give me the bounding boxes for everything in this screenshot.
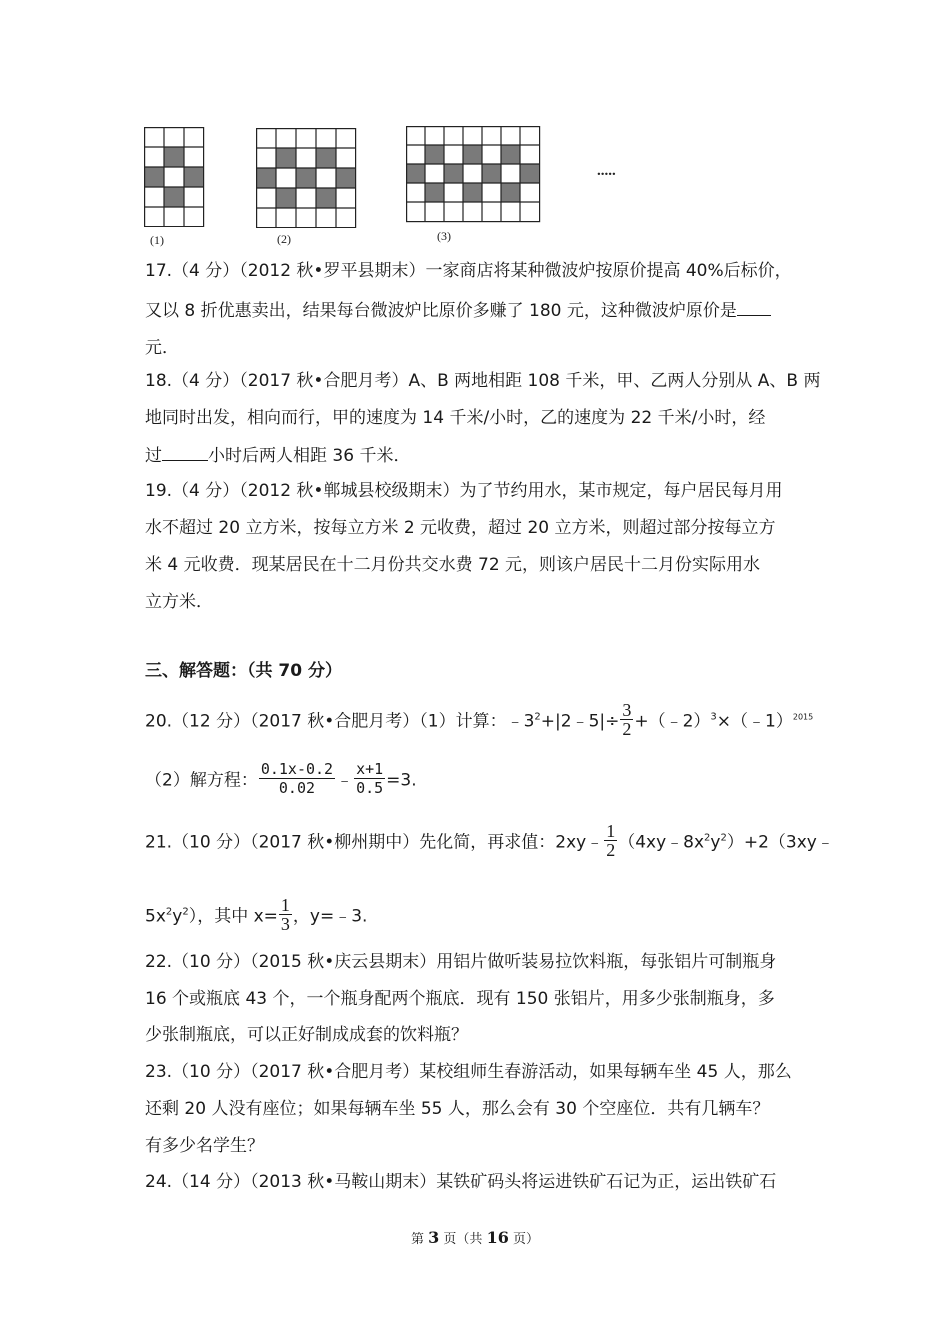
problem-23-line-2: 还剩 20 人没有座位；如果每辆车坐 55 人，那么会有 30 个空座位．共有几辆车？ <box>145 1099 770 1119</box>
condition-y: ，y=﹣3. <box>292 906 368 927</box>
problem-19-line-1: 19.（4 分）（2012 秋•郸城县校级期末）为了节约用水，某市规定，每户居民每月用 <box>145 481 783 501</box>
footer-mid: 页（共 <box>443 1232 483 1247</box>
problem-18-pre: 过 <box>145 446 162 466</box>
fraction-3-over-2: $\frac{3}{2}$ <box>622 700 632 739</box>
condition-x: ），其中 x= <box>188 906 278 927</box>
footer-post: 页） <box>512 1232 539 1247</box>
exponent: 2 <box>165 906 173 918</box>
exponent: 2 <box>534 711 541 723</box>
problem-21-rest: ）+2（3xy﹣ <box>726 832 834 853</box>
footer-pre: 第 <box>410 1232 424 1247</box>
grid-pattern-3 <box>406 126 543 224</box>
exponent: 2 <box>720 832 727 844</box>
total-pages: 16 <box>486 1228 509 1247</box>
figure-label-1: (1) <box>150 233 164 247</box>
figure-label-3: (3) <box>437 229 451 243</box>
problem-17-text: 又以 8 折优惠卖出，结果每台微波炉比原价多赚了 180 元，这种微波炉原价是 <box>145 301 737 321</box>
problem-17-line-3: 元． <box>145 338 179 358</box>
page-number: 3 <box>428 1228 440 1247</box>
problem-18-line-1: 18.（4 分）（2017 秋•合肥月考）A、B 两地相距 108 千米，甲、乙两人分别从 A、B 两 <box>145 371 821 391</box>
exponent: 2015 <box>792 712 814 722</box>
problem-22-line-1: 22.（10 分）（2015 秋•庆云县期末）用铝片做听装易拉饮料瓶，每张铝片可制瓶身 <box>145 952 777 972</box>
fraction-1-over-2: $\frac{1}{2}$ <box>606 821 616 860</box>
expr-5x: 5x <box>145 906 166 927</box>
problem-20-line-2 <box>145 762 417 799</box>
variable-y: y <box>710 832 721 853</box>
problem-20-mid: +|2﹣5|÷ <box>540 711 620 732</box>
equation-fraction-1: $\frac{0.1x-0.2}{0.02}$ <box>260 760 334 797</box>
problem-18-line-3 <box>145 442 410 468</box>
variable-y: y <box>172 906 183 927</box>
problem-20-times: ×（﹣1） <box>716 711 793 732</box>
problem-20-part2-label: （2）解方程： <box>145 770 258 791</box>
problem-17-line-1: 17.（4 分）（2012 秋•罗平县期末）一家商店将某种微波炉按原价提高 40%后标价， <box>145 261 792 281</box>
figure-label-2: (2) <box>277 232 291 246</box>
grid-pattern-1 <box>144 127 206 227</box>
problem-19-line-4: 立方米． <box>145 592 213 612</box>
grid-pattern-2 <box>256 128 358 228</box>
section-title: 三、解答题：（共 70 分） <box>145 661 342 681</box>
problem-24-line-1: 24.（14 分）（2013 秋•马鞍山期末）某铁矿码头将运进铁矿石记为正，运出铁矿石 <box>145 1172 777 1192</box>
exponent: 2 <box>182 906 189 918</box>
problem-21-line-2 <box>145 895 368 935</box>
page-footer <box>0 1228 950 1247</box>
exponent: 2 <box>704 832 711 844</box>
problem-22-line-2: 16 个或瓶底 43 个，一个瓶身配两个瓶底．现有 150 张铝片，用多少张制瓶身，多 <box>145 989 775 1009</box>
problem-17-line-2 <box>145 297 771 323</box>
problem-19-line-3: 米 4 元收费．现某居民在十二月份共交水费 72 元，则该户居民十二月份实际用水 <box>145 555 761 575</box>
problem-23-line-1: 23.（10 分）（2017 秋•合肥月考）某校组师生春游活动，如果每辆车坐 45 人，那么 <box>145 1062 792 1082</box>
problem-21-prefix: 21.（10 分）（2017 秋•柳州期中）先化简，再求值：2xy﹣ <box>145 832 604 853</box>
problem-20-tail: +（﹣2） <box>634 711 711 732</box>
problem-22-line-3: 少张制瓶底，可以正好制成成套的饮料瓶？ <box>145 1025 468 1045</box>
problem-20-line-1 <box>145 700 814 740</box>
equation-minus: ﹣ <box>336 770 354 791</box>
exponent: 3 <box>710 711 717 723</box>
figure-ellipsis: ..... <box>597 163 616 179</box>
answer-blank-17[interactable] <box>737 297 771 316</box>
problem-18-line-2: 地同时出发，相向而行，甲的速度为 14 千米/小时，乙的速度为 22 千米/小时，经 <box>145 408 766 428</box>
answer-blank-18[interactable] <box>162 442 208 461</box>
problem-20-prefix: 20.（12 分）（2017 秋•合肥月考）（1）计算：﹣3 <box>145 711 535 732</box>
problem-21-line-1 <box>145 821 834 861</box>
equation-end: =3. <box>386 770 417 791</box>
equation-fraction-2: $\frac{x+1}{0.5}$ <box>356 760 384 797</box>
problem-21-expr: （4xy﹣8x <box>618 832 705 853</box>
problem-19-line-2: 水不超过 20 立方米，按每立方米 2 元收费，超过 20 立方米，则超过部分按每立方 <box>145 518 776 538</box>
fraction-1-over-3: $\frac{1}{3}$ <box>280 895 290 934</box>
problem-23-line-3: 有多少名学生？ <box>145 1136 264 1156</box>
problem-18-post: 小时后两人相距 36 千米． <box>208 446 411 466</box>
